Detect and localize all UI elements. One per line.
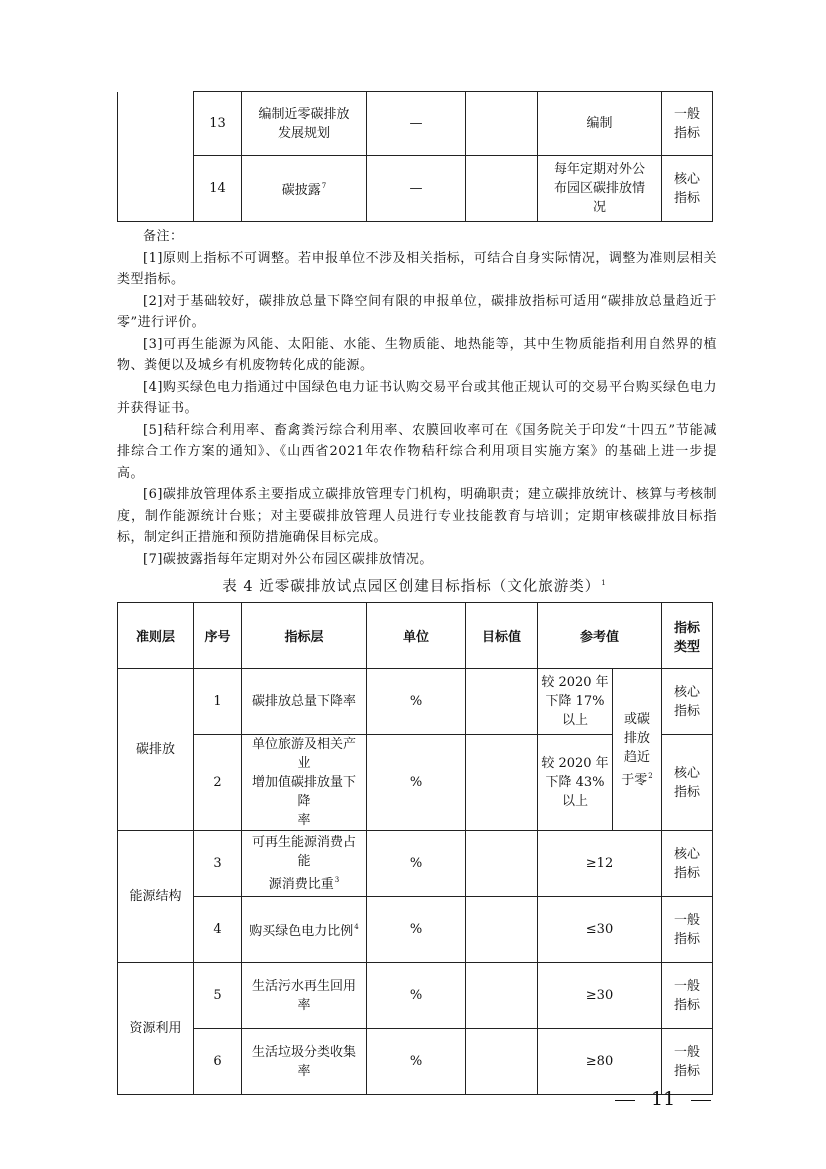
notes-section xyxy=(117,226,717,570)
row-number: 1 xyxy=(194,669,242,735)
header-target: 目标值 xyxy=(466,603,538,669)
indicator-type-cell: 核心 指标 xyxy=(662,831,713,897)
unit-cell: % xyxy=(367,897,466,963)
indicator-name xyxy=(242,897,367,963)
indicator-type-cell: 一般 指标 xyxy=(662,963,713,1029)
criterion-cell: 资源利用 xyxy=(118,963,194,1095)
reference-value-cell: ≥80 xyxy=(538,1029,662,1095)
header-unit: 单位 xyxy=(367,603,466,669)
note-item: [6]碳排放管理体系主要指成立碳排放管理专门机构，明确职责；建立碳排放统计、核算与考核制度，制作能源统计台账；对主要碳排放管理人员进行专业技能教育与培训；定期审核碳排放目标指标，制定纠正措施和预防措施确保目标完成。 xyxy=(117,487,717,545)
criterion-cell: 能源结构 xyxy=(118,831,194,963)
page-dash-left xyxy=(615,1100,635,1101)
indicator-type-cell: 一般 指标 xyxy=(662,897,713,963)
table-row xyxy=(118,156,713,222)
header-indicator: 指标层 xyxy=(242,603,367,669)
alt-reference-text: 或碳 排放 趋近 于零 xyxy=(621,711,651,788)
table-caption xyxy=(117,575,712,596)
header-type: 指标 类型 xyxy=(662,603,713,669)
target-value-cell xyxy=(466,669,538,735)
note-item: [5]秸秆综合利用率、畜禽粪污综合利用率、农膜回收率可在《国务院关于印发“十四五”节能减排综合工作方案的通知》、《山西省2021年农作物秸秆综合利用项目实施方案》的基础上进一步提高。 xyxy=(117,422,717,481)
alt-reference-cell xyxy=(613,669,662,831)
table-row xyxy=(118,897,713,963)
reference-value-cell: 每年定期对外公 布园区碳排放情 况 xyxy=(538,156,662,222)
unit-cell: % xyxy=(367,831,466,897)
unit-cell: — xyxy=(367,92,466,156)
unit-cell: — xyxy=(367,156,466,222)
row-number: 2 xyxy=(194,735,242,831)
target-value-cell xyxy=(466,1029,538,1095)
target-value-cell xyxy=(466,735,538,831)
target-value-cell xyxy=(466,897,538,963)
indicator-type-cell: 一般 指标 xyxy=(662,92,713,156)
table-row xyxy=(118,92,713,156)
criterion-cell xyxy=(118,92,194,222)
caption-text: 表 4 近零碳排放试点园区创建目标指标（文化旅游类） xyxy=(222,579,601,595)
footnote-ref: 7 xyxy=(321,182,327,190)
table-header-row xyxy=(118,603,713,669)
indicator-name: 生活污水再生回用率 xyxy=(242,963,367,1029)
target-value-cell xyxy=(466,831,538,897)
page-number xyxy=(615,1088,711,1110)
row-number: 5 xyxy=(194,963,242,1029)
unit-cell: % xyxy=(367,963,466,1029)
indicator-name xyxy=(242,156,367,222)
indicator-name: 编制近零碳排放 发展规划 xyxy=(242,92,367,156)
target-value-cell xyxy=(466,156,538,222)
indicator-name: 单位旅游及相关产业 增加值碳排放量下降 率 xyxy=(242,735,367,831)
note-item: [7]碳披露指每年定期对外公布园区碳排放情况。 xyxy=(143,551,433,567)
row-number: 13 xyxy=(194,92,242,156)
indicator-name: 碳排放总量下降率 xyxy=(242,669,367,735)
indicator-text: 可再生能源消费占能 源消费比重 xyxy=(251,835,356,892)
table-row xyxy=(118,669,713,735)
row-number: 4 xyxy=(194,897,242,963)
unit-cell: % xyxy=(367,669,466,735)
notes-heading: 备注： xyxy=(143,229,184,244)
indicator-type-cell: 核心 指标 xyxy=(662,156,713,222)
footnote-ref: 1 xyxy=(601,579,607,587)
indicator-type-cell: 核心 指标 xyxy=(662,735,713,831)
note-item: [3]可再生能源为风能、太阳能、水能、生物质能、地热能等，其中生物质能指利用自然界的植物、粪便以及城乡有机废物转化成的能源。 xyxy=(117,336,717,373)
note-item: [1]原则上指标不可调整。若申报单位不涉及相关指标，可结合自身实际情况，调整为准则层相关类型指标。 xyxy=(117,250,717,287)
note-item: [4]购买绿色电力指通过中国绿色电力证书认购交易平台或其他正规认可的交易平台购买绿色电力并获得证书。 xyxy=(117,379,717,416)
indicator-name: 生活垃圾分类收集率 xyxy=(242,1029,367,1095)
table-row xyxy=(118,1029,713,1095)
reference-value-cell: ≥12 xyxy=(538,831,662,897)
target-value-cell xyxy=(466,92,538,156)
table-row xyxy=(118,831,713,897)
note-item: [2]对于基础较好，碳排放总量下降空间有限的申报单位，碳排放指标可适用“碳排放总量趋近于零”进行评价。 xyxy=(117,293,717,330)
page-number-text: 11 xyxy=(651,1088,676,1110)
header-criterion: 准则层 xyxy=(118,603,194,669)
target-value-cell xyxy=(466,963,538,1029)
footnote-ref: 3 xyxy=(334,876,340,884)
reference-value-cell: ≥30 xyxy=(538,963,662,1029)
reference-value-cell: ≤30 xyxy=(538,897,662,963)
row-number: 3 xyxy=(194,831,242,897)
reference-value-cell: 编制 xyxy=(538,92,662,156)
continued-indicator-table xyxy=(117,91,713,222)
row-number: 6 xyxy=(194,1029,242,1095)
unit-cell: % xyxy=(367,735,466,831)
indicator-name xyxy=(242,831,367,897)
unit-cell: % xyxy=(367,1029,466,1095)
page-dash-right xyxy=(691,1100,711,1101)
reference-value-cell: 较 2020 年 下降 43% 以上 xyxy=(538,735,613,831)
reference-value-cell: 较 2020 年 下降 17% 以上 xyxy=(538,669,613,735)
header-reference: 参考值 xyxy=(538,603,662,669)
table-row xyxy=(118,963,713,1029)
criterion-cell: 碳排放 xyxy=(118,669,194,831)
row-number: 14 xyxy=(194,156,242,222)
indicator-type-cell: 一般 指标 xyxy=(662,1029,713,1095)
footnote-ref: 4 xyxy=(354,923,359,931)
indicator-type-cell: 核心 指标 xyxy=(662,669,713,735)
indicator-text: 碳披露 xyxy=(281,183,321,198)
indicator-table xyxy=(117,602,713,1095)
footnote-ref: 2 xyxy=(648,771,653,780)
header-number: 序号 xyxy=(194,603,242,669)
indicator-text: 购买绿色电力比例 xyxy=(249,924,354,939)
